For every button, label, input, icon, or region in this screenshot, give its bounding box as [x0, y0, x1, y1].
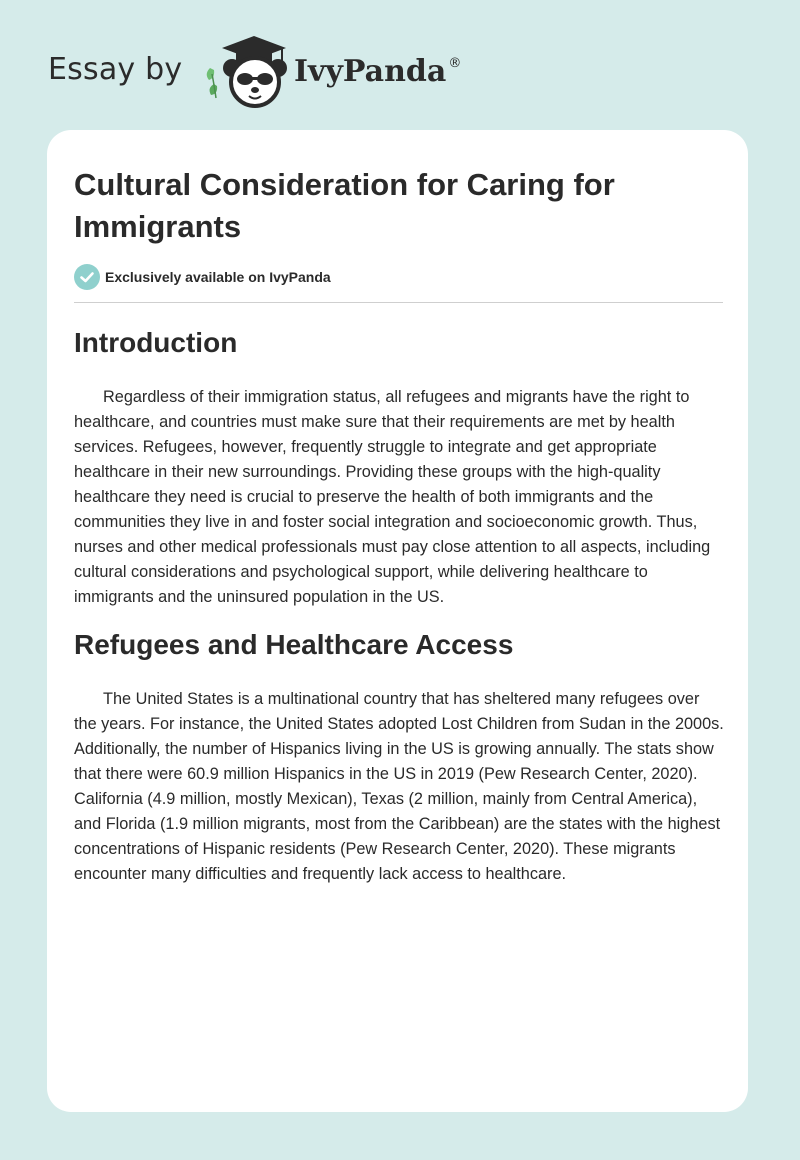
site-header [48, 34, 648, 110]
registered-mark: ® [448, 56, 462, 71]
section-text-refugees: The United States is a multinational country that has sheltered many refugees over the years. For instance, the United States adopted Lost Children from Sudan in the 2000s. Additionally, the number of Hispanics living in the US is growing annually. The stats show that there were 60.9 million Hispanics in the US in 2019 (Pew Research Center, 2020). California (4.9 million, mostly Mexican), Texas (2 million, mainly from Central America), and Florida (1.9 million migrants, most from the Caribbean) are the states with the highest concentrations of Hispanic residents (Pew Research Center, 2020). These migrants encounter many difficulties and frequently lack access to healthcare. [74, 690, 724, 883]
ivy-leaf-icon [207, 68, 217, 98]
panda-graduate-icon[interactable] [202, 34, 294, 110]
brand-logo[interactable] [294, 54, 461, 89]
section-text-introduction: Regardless of their immigration status, all refugees and migrants have the right to healthcare, and countries must make sure that their requirements are met by health services. Refugees, however, frequently struggle to integrate and get appropriate healthcare in their new surroundings. Providing these groups with the high-quality healthcare they need is crucial to preserve the health of both immigrants and the communities they live in and foster social integration and socioeconomic growth. Thus, nurses and other medical professionals must pay close attention to all aspects, including cultural considerations and psychological support, while delivering healthcare to immigrants and the uninsured population in the US. [74, 388, 711, 606]
section-heading-refugees: Refugees and Healthcare Access [74, 629, 514, 660]
divider [74, 302, 723, 303]
essay-by-label: Essay by [48, 52, 183, 87]
essay-card [47, 130, 748, 1112]
section-heading-introduction: Introduction [74, 327, 238, 358]
badge-label: Exclusively available on IvyPanda [105, 269, 331, 285]
brand-name: IvyPanda [294, 54, 447, 89]
page-title: Cultural Consideration for Caring for Immigrants [74, 167, 615, 244]
check-circle-icon [74, 264, 100, 290]
